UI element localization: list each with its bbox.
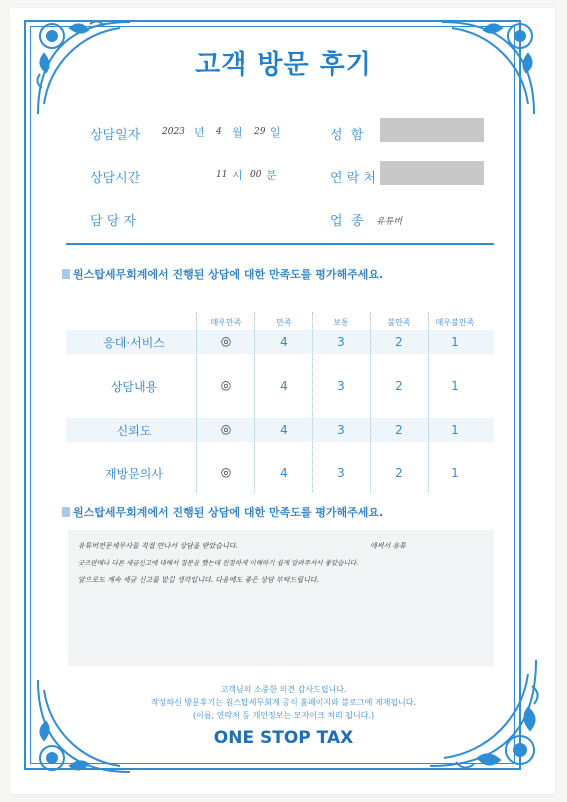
- comment-line: 애써서 유튜: [370, 542, 407, 550]
- comment-line: 앞으로도 계속 세금 신고를 맡길 생각입니다. 다음에도 좋은 상담 부탁드립니다.: [78, 576, 319, 584]
- column-divider: [312, 312, 313, 492]
- section-divider: [66, 243, 494, 245]
- section-marker: [62, 269, 70, 279]
- rating-score: 2: [395, 466, 403, 480]
- rating-check-mark: ◎: [220, 422, 232, 436]
- time-minute-value: 00: [250, 170, 262, 180]
- rating-score: 1: [451, 466, 459, 480]
- rating-score: 3: [337, 379, 345, 393]
- rating-section-title: [62, 266, 383, 282]
- rating-row-label: 재방문의사: [105, 467, 163, 481]
- column-header-very-satisfied: 매우만족: [210, 318, 242, 327]
- rating-check-mark: ◎: [220, 334, 232, 348]
- comment-line: 유튜버전문세무사를 직접 만나서 상담을 받았습니다.: [78, 542, 238, 550]
- time-label: 상담시간: [90, 171, 141, 186]
- page-title: 고객 방문 후기: [195, 50, 372, 80]
- section-marker: [62, 507, 70, 517]
- date-month-value: 4: [216, 127, 222, 137]
- contact-redacted: [380, 161, 484, 185]
- time-minute-unit: 분: [266, 169, 277, 182]
- rating-score: 4: [280, 423, 288, 437]
- rating-score: 3: [337, 423, 345, 437]
- rating-score: 4: [280, 466, 288, 480]
- footer-thanks: 고객님의 소중한 의견 감사드립니다.: [220, 685, 347, 694]
- rating-score: 3: [337, 466, 345, 480]
- rating-score: 4: [280, 335, 288, 349]
- rating-check-mark: ◎: [220, 465, 232, 479]
- rating-section-text: 원스탑세무회계에서 진행된 상담에 대한 만족도를 평가해주세요.: [73, 268, 384, 281]
- brand-logo-text: ONE STOP TAX: [213, 728, 354, 748]
- rating-score: 2: [395, 423, 403, 437]
- rating-row-label: 응대·서비스: [103, 336, 165, 350]
- date-year-unit: 년: [194, 126, 205, 139]
- date-day-value: 29: [254, 127, 266, 137]
- column-header-satisfied: 만족: [276, 318, 292, 327]
- rating-score: 1: [451, 423, 459, 437]
- column-divider: [254, 312, 255, 492]
- rating-row-label: 신뢰도: [116, 424, 152, 438]
- rating-row-label: 상담내용: [110, 380, 158, 394]
- rating-score: 2: [395, 335, 403, 349]
- date-label: 상담일자: [90, 128, 141, 143]
- rating-check-mark: ◎: [220, 378, 232, 392]
- time-hour-value: 11: [216, 170, 228, 180]
- date-year-value: 2023: [162, 127, 185, 137]
- rating-score: 1: [451, 379, 459, 393]
- rating-score: 3: [337, 335, 345, 349]
- rating-score: 2: [395, 379, 403, 393]
- industry-label: 업 종: [330, 214, 364, 229]
- comment-section-title: [62, 504, 383, 520]
- column-header-dissatisfied: 불만족: [387, 318, 411, 327]
- manager-label: 담 당 자: [90, 214, 136, 229]
- column-header-neutral: 보통: [333, 318, 349, 327]
- footer-privacy: (이름, 연락처 등 개인정보는 모자이크 처리 됩니다.): [192, 711, 375, 720]
- time-hour-unit: 시: [232, 169, 243, 182]
- contact-label: 연 락 처: [330, 171, 376, 186]
- rating-score: 4: [280, 379, 288, 393]
- rating-score: 1: [451, 335, 459, 349]
- column-divider: [196, 312, 197, 492]
- column-divider: [428, 312, 429, 492]
- industry-value: 유튜버: [376, 217, 403, 227]
- date-month-unit: 월: [232, 126, 243, 139]
- comment-section-text: 원스탑세무회계에서 진행된 상담에 대한 만족도를 평가해주세요.: [73, 506, 384, 519]
- column-header-very-dissatisfied: 매우불만족: [435, 318, 475, 327]
- name-label: 성 함: [330, 128, 364, 143]
- footer-notice: 작성하신 방문후기는 원스탑세무회계 공식 홈페이지와 블로그에 게재됩니다.: [150, 698, 417, 707]
- name-redacted: [380, 118, 484, 142]
- comment-line: 굿즈판매나 다른 세금신고에 대해서 질문을 했는데 친절하게 이해하기 쉽게 알려주셔서 좋았습니다.: [78, 559, 359, 567]
- date-day-unit: 일: [270, 126, 281, 139]
- column-divider: [370, 312, 371, 492]
